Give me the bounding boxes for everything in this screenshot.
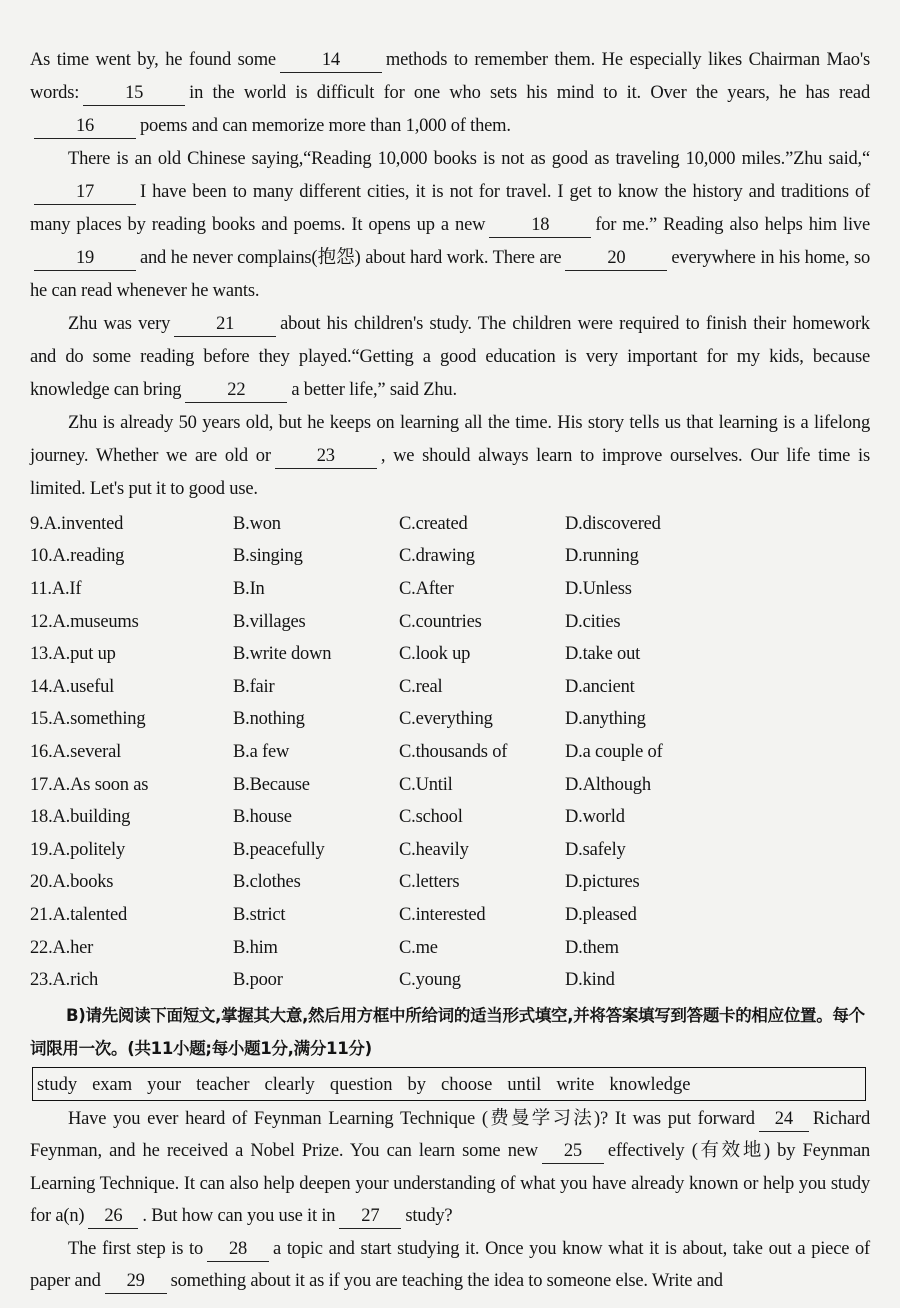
option-row-10: 10.A.reading B.singing C.drawing D.running [30, 546, 639, 567]
blank-15: 15 [83, 81, 185, 106]
passage-b [30, 1103, 870, 1298]
blank-29: 29 [105, 1269, 167, 1294]
paragraph-4: Zhu is already 50 years old, but he keeps on learning all the time. His story tells us that learning is a lifelong journey. Whether we are old or 23 , we should always learn to improve ourselves. Our life time is limited. Let's put it to good use. [30, 413, 870, 499]
blank-18: 18 [489, 213, 591, 238]
word-box-item: study [37, 1074, 78, 1095]
options-table [30, 508, 870, 997]
word-box-item: teacher [196, 1074, 250, 1095]
blank-14: 14 [280, 48, 382, 73]
blank-22: 22 [185, 378, 287, 403]
word-box-item: clearly [264, 1074, 315, 1095]
blank-17: 17 [34, 180, 136, 205]
option-row-12: 12.A.museums B.villages C.countries D.cities [30, 611, 621, 632]
blank-28: 28 [207, 1237, 269, 1262]
option-row-22: 22.A.her B.him C.me D.them [30, 937, 619, 958]
word-box-item: exam [92, 1074, 133, 1095]
option-row-23: 23.A.rich B.poor C.young D.kind [30, 970, 615, 991]
paragraph-1: As time went by, he found some 14 methods to remember them. He especially likes Chairman Mao's words: 15 in the world is difficult for one who sets his mind to it. Over the years, he has read16 poems and can memorize more than 1,000 of them. [30, 44, 870, 143]
blank-23: 23 [275, 444, 377, 469]
blank-24: 24 [759, 1107, 809, 1132]
word-box-item: choose [441, 1074, 493, 1095]
option-row-13: 13.A.put up B.write down C.look up D.take out [30, 644, 641, 665]
option-row-16: 16.A.several B.a few C.thousands of D.a couple of [30, 741, 663, 762]
blank-21: 21 [174, 312, 276, 337]
option-row-19: 19.A.politely B.peacefully C.heavily D.safely [30, 839, 626, 860]
option-row-14: 14.A.useful B.fair C.real D.ancient [30, 676, 635, 697]
blank-19: 19 [34, 246, 136, 271]
word-box-item: by [407, 1074, 427, 1095]
option-row-9: 9.A.invented B.won C.created D.discovered [30, 513, 661, 534]
paragraph-b1: Have you ever heard of Feynman Learning Technique (费曼学习法)? It was put forward 24 Richard Feynman, and he received a Nobel Prize. You can learn some new 25 effectively (有效地) by Feynman Learning Technique. It can also help deepen your understanding of what you have already known or help you study for a(n) 26 . But how can you use it in 27 study? [30, 1103, 870, 1233]
option-row-18: 18.A.building B.house C.school D.world [30, 807, 625, 828]
option-row-17: 17.A.As soon as B.Because C.Until D.Although [30, 774, 651, 795]
word-box [32, 1067, 866, 1101]
paragraph-2: There is an old Chinese saying,“Reading 10,000 books is not as good as traveling 10,000 miles.”Zhu said,“17 I have been to many different cities, it is not for travel. I get to know the history and traditions of many places by reading books and poems. It opens up a new 18 for me.” Reading also helps him live19 and he never complains(抱怨) about hard work. There are 20 everywhere in his home, so he can read whenever he wants. [30, 149, 870, 301]
blank-16: 16 [34, 114, 136, 139]
passage-a [30, 44, 870, 506]
option-row-20: 20.A.books B.clothes C.letters D.pictures [30, 872, 640, 893]
paragraph-b2: The first step is to 28 a topic and start studying it. Once you know what it is about, take out a piece of paper and 29 something about it as if you are teaching the idea to someone else. Write and [30, 1233, 870, 1298]
word-box-item: your [147, 1074, 182, 1095]
blank-20: 20 [565, 246, 667, 271]
word-box-item: until [507, 1074, 542, 1095]
option-row-21: 21.A.talented B.strict C.interested D.pleased [30, 904, 637, 925]
blank-25: 25 [542, 1139, 604, 1164]
blank-26: 26 [88, 1204, 138, 1229]
paragraph-3: Zhu was very 21 about his children's study. The children were required to finish their homework and do some reading before they played.“Getting a good education is very important for my kids, because knowledge can bring 22 a better life,” said Zhu. [30, 308, 870, 407]
option-row-11: 11.A.If B.In C.After D.Unless [30, 578, 632, 599]
word-box-item: question [329, 1074, 393, 1095]
section-b-heading: B)请先阅读下面短文,掌握其大意,然后用方框中所给词的适当形式填空,并将答案填写到答题卡的相应位置。每个词限用一次。(共11小题;每小题1分,满分11分) [30, 1005, 865, 1058]
word-box-item: write [556, 1074, 595, 1095]
blank-27: 27 [339, 1204, 401, 1229]
word-box-item: knowledge [609, 1074, 691, 1095]
option-row-15: 15.A.something B.nothing C.everything D.anything [30, 709, 646, 730]
